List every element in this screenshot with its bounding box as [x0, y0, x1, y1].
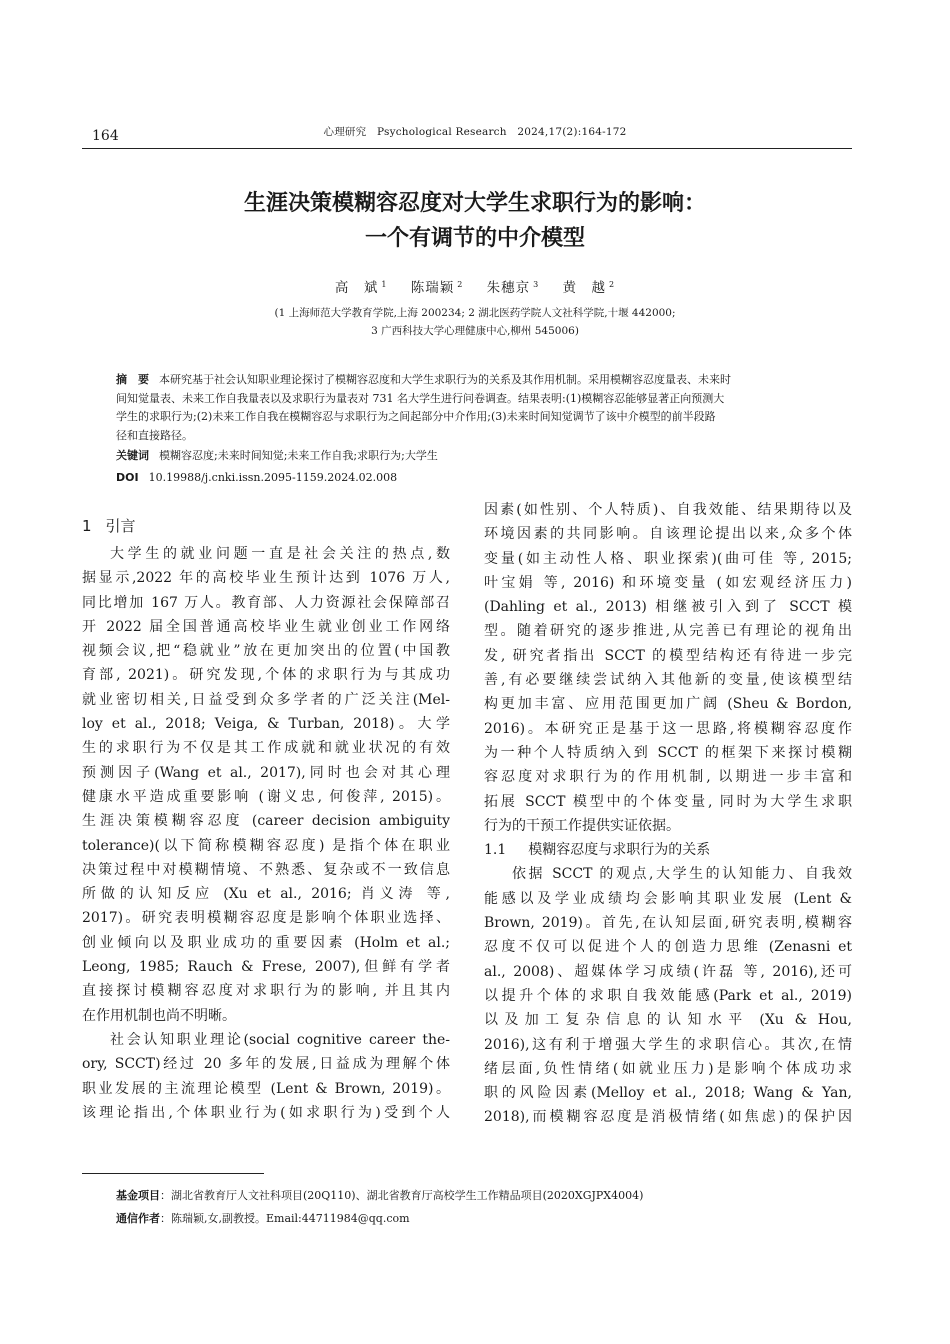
body-line: 环境因素的共同影响。自该理论提出以来,众多个体 — [484, 526, 852, 543]
body-line: Leong, 1985; Rauch & Frese, 2007),但鲜有学者 — [82, 959, 450, 976]
author: 黄 越 $^2$ — [562, 279, 616, 296]
body-line: 善,有必要继续尝试纳入其他新的变量,使该模型结 — [484, 672, 852, 689]
affiliation-line: (1 上海师范大学教育学院,上海 200234; 2 湖北医药学院人文社科学院,十堰 442000; — [274, 307, 676, 319]
footnote-divider — [82, 1173, 264, 1174]
journal-info: 心理研究 Psychological Research 2024,17(2):164-172 — [323, 126, 627, 138]
body-line: 职的风险因素(Melloy et al., 2018; Wang & Yan, — [484, 1085, 852, 1102]
body-line: 所做的认知反应 (Xu et al., 2016; 肖义涛 等, — [82, 886, 450, 903]
body-line: ory, SCCT)经过 20 多年的发展,日益成为理解个体 — [82, 1056, 450, 1073]
body-line: 育部, 2021)。研究发现,个体的求职行为与其成功 — [82, 667, 450, 684]
author: 陈瑞颖 $^2$ — [410, 279, 464, 296]
section-heading: 1 引言 — [82, 517, 136, 535]
abstract-line: 摘 要 本研究基于社会认知职业理论探讨了模糊容忍度和大学生求职行为的关系及其作用机制。采用模糊容忍度量表、未来时 — [116, 373, 731, 386]
body-line: 为一种个人特质纳入到 SCCT 的框架下来探讨模糊 — [484, 744, 852, 761]
body-line: 生的求职行为不仅是其工作成就和就业状况的有效 — [82, 740, 450, 757]
body-line: 就业密切相关,日益受到众多学者的广泛关注(Mel- — [82, 691, 450, 708]
body-line: 同比增加 167 万人。教育部、人力资源社会保障部召 — [82, 594, 450, 611]
left-column — [82, 498, 450, 1125]
abstract-line: 间知觉量表、未来工作自我量表以及求职行为量表对 731 名大学生进行问卷调查。结果表明:(1)模糊容忍能够显著正向预测大 — [116, 391, 725, 405]
body-line: 依据 SCCT 的观点,大学生的认知能力、自我效 — [512, 866, 852, 883]
body-line: loy et al., 2018; Veiga, & Turban, 2018)。大学 — [82, 716, 450, 733]
doi: DOI 10.19988/j.cnki.issn.2095-1159.2024.02.008 — [116, 470, 398, 484]
abstract-line: 学生的求职行为;(2)未来工作自我在模糊容忍与求职行为之间起部分中介作用;(3)未来时间知觉调节了该中介模型的前半段路 — [116, 410, 716, 423]
corr-label: 通信作者 — [116, 1212, 160, 1225]
fund-footnote: 基金项目：湖北省教育厅人文社科项目(20Q110)、湖北省教育厅高校学生工作精品项目(2020XGJPX4004) — [116, 1189, 644, 1202]
body-line: 以提升个体的求职自我效能感(Park et al., 2019) — [484, 987, 852, 1004]
paper-title-line2: 一个有调节的中介模型 — [364, 226, 585, 251]
abstract-line: 径和直接路径。 — [116, 428, 193, 442]
body-line: 忍度不仅可以促进个人的创造力思维 (Zenasni et — [484, 939, 852, 956]
body-line: 2016)。本研究正是基于这一思路,将模糊容忍度作 — [484, 720, 852, 737]
body-line: 能感以及学业成绩均会影响其职业发展 (Lent & — [484, 890, 852, 907]
body-line: 直接探讨模糊容忍度对求职行为的影响, 并且其内 — [82, 983, 450, 1000]
body-line: 健康水平造成重要影响 (谢义忠, 何俊萍, 2015)。 — [82, 788, 450, 805]
body-line: 开 2022 届全国普通高校毕业生就业创业工作网络 — [82, 618, 450, 635]
body-line: 在作用机制也尚不明晰。 — [82, 1007, 236, 1024]
body-line: 发, 研究者指出 SCCT 的模型结构还有待进一步完 — [484, 647, 852, 664]
author: 高 斌 $^1$ — [334, 279, 388, 296]
author-list — [0, 276, 950, 296]
body-line: 构更加丰富、应用范围更加广阔 (Sheu & Bordon, — [484, 696, 852, 713]
body-line: 2018),而模糊容忍度是消极情绪(如焦虑)的保护因 — [484, 1109, 852, 1126]
body-line: 决策过程中对模糊情境、不熟悉、复杂或不一致信息 — [82, 861, 450, 878]
body-line: 大学生的就业问题一直是社会关注的热点,数 — [110, 546, 450, 562]
author: 朱穗京 $^3$ — [486, 279, 540, 296]
page-number: 164 — [92, 128, 119, 144]
body-line: 容忍度对求职行为的作用机制, 以期进一步丰富和 — [484, 769, 852, 786]
abstract-label: 摘 要 — [116, 373, 149, 386]
body-line: al., 2008)、超媒体学习成绩(许磊 等, 2016),还可 — [484, 963, 852, 980]
body-line: 生涯决策模糊容忍度 (career decision ambiguity — [82, 813, 450, 830]
body-line: 据显示,2022 年的高校毕业生预计达到 1076 万人, — [82, 570, 450, 587]
body-line: 绪层面,负性情绪(如就业压力)是影响个体成功求 — [484, 1060, 852, 1077]
body-line: tolerance)(以下简称模糊容忍度) 是指个体在职业 — [82, 837, 450, 854]
body-line: 预测因子(Wang et al., 2017),同时也会对其心理 — [82, 764, 450, 781]
paper-title-line1: 生涯决策模糊容忍度对大学生求职行为的影响： — [243, 191, 706, 216]
body-line: 叶宝娟 等, 2016) 和环境变量 (如宏观经济压力) — [484, 574, 852, 591]
body-line: 型。随着研究的逐步推进,从完善已有理论的视角出 — [484, 623, 852, 640]
abstract — [116, 371, 831, 487]
body-line: 行为的干预工作提供实证依据。 — [484, 817, 680, 834]
body-line: (Dahling et al., 2013) 相继被引入到了 SCCT 模 — [484, 599, 852, 616]
keywords-label: 关键词 — [116, 449, 149, 462]
body-line: 社会认知职业理论(social cognitive career the- — [110, 1031, 450, 1048]
right-column — [484, 498, 852, 1130]
body-line: 该理论指出,个体职业行为(如求职行为)受到个人 — [82, 1104, 450, 1121]
body-line: 以及加工复杂信息的认知水平 (Xu & Hou, — [484, 1012, 852, 1029]
keywords: 关键词 模糊容忍度;未来时间知觉;未来工作自我;求职行为;大学生 — [116, 449, 438, 462]
body-line: 创业倾向以及职业成功的重要因素 (Holm et al.; — [82, 934, 450, 951]
corresponding-author-footnote: 通信作者：陈瑞颖,女,副教授。Email:44711984@qq.com — [116, 1212, 410, 1225]
body-line: 视频会议,把“稳就业”放在更加突出的位置(中国教 — [82, 643, 450, 660]
body-line: 2016),这有利于增强大学生的求职信心。其次,在情 — [484, 1036, 852, 1053]
body-line: Brown, 2019)。首先,在认知层面,研究表明,模糊容 — [484, 915, 852, 932]
body-line: 职业发展的主流理论模型 (Lent & Brown, 2019)。 — [82, 1080, 450, 1097]
affiliation-line: 3 广西科技大学心理健康中心,柳州 545006) — [371, 325, 579, 337]
body-line: 拓展 SCCT 模型中的个体变量, 同时为大学生求职 — [484, 793, 852, 810]
body-line: 因素(如性别、个人特质)、自我效能、结果期待以及 — [484, 502, 852, 518]
subsection-heading: 1.1 模糊容忍度与求职行为的关系 — [484, 842, 711, 859]
doi-label: DOI — [116, 470, 139, 484]
body-line: 变量(如主动性人格、职业探索)(曲可佳 等, 2015; — [484, 550, 852, 567]
fund-label: 基金项目 — [116, 1189, 160, 1202]
body-line: 2017)。研究表明模糊容忍度是影响个体职业选择、 — [82, 910, 450, 927]
